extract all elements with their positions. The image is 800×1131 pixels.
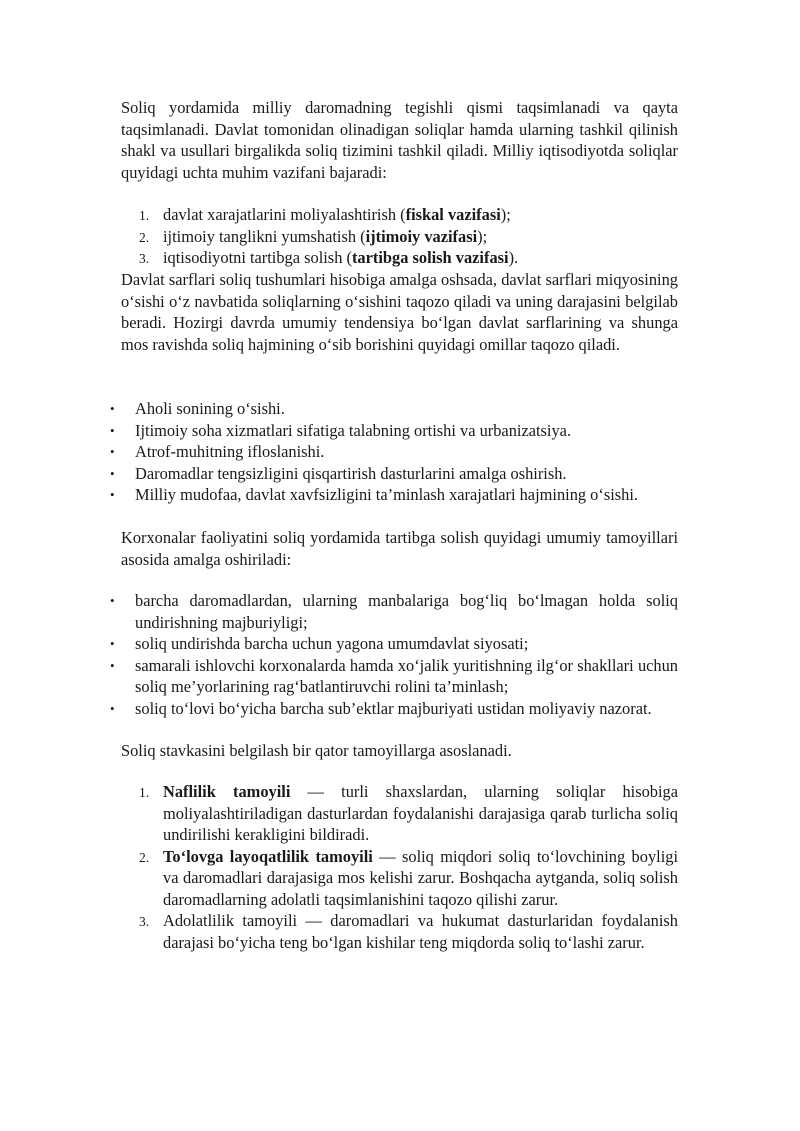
list-item xyxy=(121,846,678,911)
bullet-icon: • xyxy=(110,422,115,438)
rate-principles-intro: Soliq stavkasini belgilash bir qator tamoyillarga asoslanadi. xyxy=(121,741,512,760)
list-item xyxy=(108,590,678,633)
factors-list xyxy=(108,398,678,506)
item-text: Adolatlilik tamoyili — daromadlari va hukumat dasturlaridan foydalanish darajasi bo‘yicha teng bo‘lgan kishilar teng miqdorda soliq to‘lashi zarur. xyxy=(163,911,678,952)
principles-intro-paragraph: Korxonalar faoliyatini soliq yordamida tartibga solish quyidagi umumiy tamoyillari asosida amalga oshiriladi: xyxy=(121,528,678,569)
list-item xyxy=(108,441,678,463)
tax-functions-list xyxy=(121,204,678,269)
item-bold-text: To‘lovga layoqatlilik tamoyili xyxy=(163,846,373,866)
list-item xyxy=(121,247,678,269)
item-text: iqtisodiyotni tartibga solish ( xyxy=(163,248,352,267)
item-text: samarali ishlovchi korxonalarda hamda xo‘jalik yuritishning ilg‘or shakllari uchun soliq me’yorlarining rag‘batlantiruvchi rolini ta’minlash; xyxy=(135,655,678,696)
item-bold-text: tartibga solish vazifasi xyxy=(351,248,509,267)
list-number: 1. xyxy=(139,785,150,800)
list-item xyxy=(121,910,678,953)
item-text: Aholi sonining o‘sishi. xyxy=(135,399,285,418)
list-number: 2. xyxy=(139,229,150,245)
bullet-icon: • xyxy=(110,657,115,673)
list-item xyxy=(121,781,678,846)
item-text: soliq undirishda barcha uchun yagona umumdavlat siyosati; xyxy=(135,634,529,653)
list-item xyxy=(108,633,678,655)
item-text: ); xyxy=(500,205,511,224)
list-item xyxy=(108,398,678,420)
list-item xyxy=(108,484,678,506)
item-text: Daromadlar tengsizligini qisqartirish dasturlarini amalga oshirish. xyxy=(135,463,567,483)
item-bold-text: fiskal vazifasi xyxy=(405,205,501,224)
spending-paragraph: Davlat sarflari soliq tushumlari hisobiga amalga oshsada, davlat sarflari miqyosining o‘sishi o‘z navbatida soliqlarning o‘sishini taqozo qiladi va uning darajasini belgilab beradi. Hozirgi davrda umumiy tendensiya bo‘lgan davlat sarflarining va shunga mos ravishda soliq hajmining o‘sib borishini quyidagi omillar taqozo qiladi. xyxy=(121,270,678,354)
item-bold-text: Naflilik tamoyili xyxy=(163,782,291,801)
item-text: Atrof-muhitning ifloslanishi. xyxy=(135,442,325,461)
list-item xyxy=(121,204,678,226)
item-text: Milliy mudofaa, davlat xavfsizligini ta’minlash xarajatlari hajmining o‘sishi. xyxy=(135,485,638,504)
item-text: ). xyxy=(508,248,519,267)
intro-paragraph: Soliq yordamida milliy daromadning tegishli qismi taqsimlanadi va qayta taqsimlanadi. Davlat tomonidan olinadigan soliqlar hamda ularning tashkil qilinish shakl va usullari birgalikda soliq tizimini tashkil qiladi. Milliy iqtisodiyotda soliqlar quyidagi uchta muhim vazifani bajaradi: xyxy=(121,98,678,182)
item-text: ijtimoiy tanglikni yumshatish ( xyxy=(163,226,366,246)
item-text: davlat xarajatlarini moliyalashtirish ( xyxy=(163,205,406,224)
list-item xyxy=(108,698,678,720)
bullet-icon: • xyxy=(110,444,115,459)
rate-principles-list xyxy=(121,781,678,953)
item-text: ); xyxy=(477,226,488,246)
principles-list xyxy=(108,590,678,719)
bullet-icon: • xyxy=(110,636,115,651)
list-item xyxy=(121,226,678,248)
bullet-icon: • xyxy=(110,700,115,716)
item-bold-text: ijtimoiy vazifasi xyxy=(365,226,478,246)
item-text: barcha daromadlardan, ularning manbalariga bog‘liq bo‘lmagan holda soliq undirishning majburiyligi; xyxy=(135,591,678,632)
list-number: 3. xyxy=(139,914,150,929)
bullet-icon: • xyxy=(110,401,115,416)
item-text: — soliq miqdori soliq to‘lovchining boyligi va daromadlari darajasiga mos kelishi zarur. Boshqacha aytganda, soliq solish daromadlarning adolatli taqsimlanishini taqozo qilishi zarur. xyxy=(163,846,678,909)
item-text: Ijtimoiy soha xizmatlari sifatiga talabning ortishi va urbanizatsiya. xyxy=(135,420,572,440)
list-item xyxy=(108,420,678,442)
bullet-icon: • xyxy=(110,465,115,481)
bullet-icon: • xyxy=(110,487,115,502)
item-text: — turli shaxslardan, ularning soliqlar hisobiga moliyalashtiriladigan dasturlardan foydalanishi darajasiga qarab turlicha soliq undirilishi kerakligini bildiradi. xyxy=(163,782,679,844)
list-item xyxy=(108,655,678,698)
list-item xyxy=(108,463,678,485)
item-text: soliq to‘lovi bo‘yicha barcha sub’ektlar majburiyati ustidan moliyaviy nazorat. xyxy=(135,698,652,718)
bullet-icon: • xyxy=(110,593,115,608)
list-number: 2. xyxy=(139,849,150,865)
list-number: 3. xyxy=(139,251,150,266)
list-number: 1. xyxy=(139,208,150,223)
